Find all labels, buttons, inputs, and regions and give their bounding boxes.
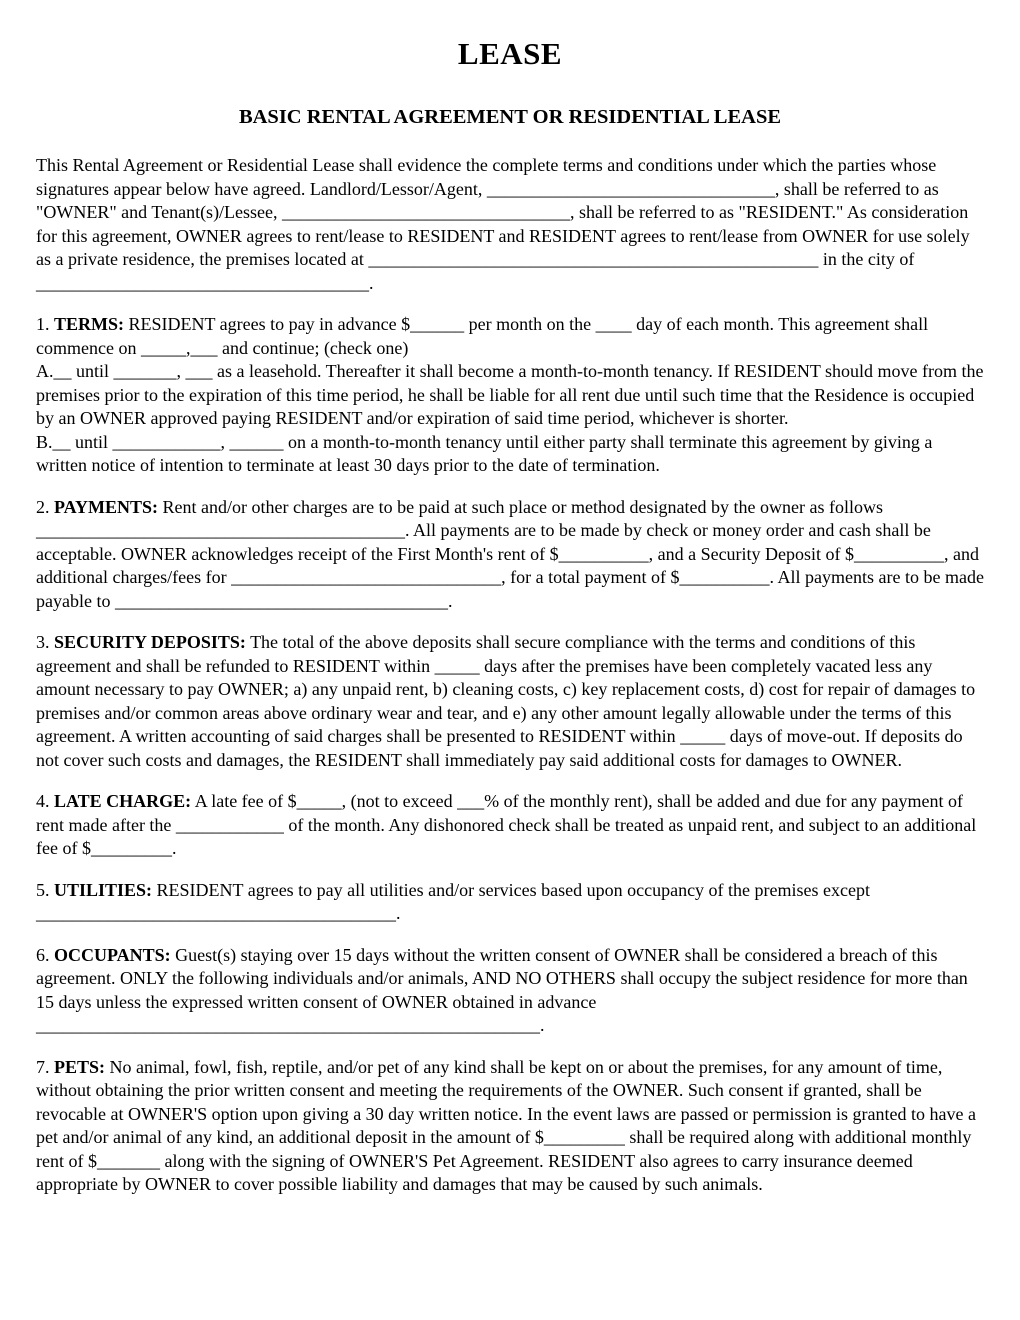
blank-field: __ xyxy=(52,431,71,452)
blank-field: _____________________________________ xyxy=(36,272,369,293)
body-text: This Rental Agreement or Residential Lease shall evidence the complete terms and conditions under which the parties whose signatures appear below have agreed. Landlord/Lessor/Agent, xyxy=(36,155,937,199)
body-text: and continue; (check one) xyxy=(217,337,409,358)
body-text: . xyxy=(171,838,177,858)
body-text: 4. xyxy=(36,791,54,811)
section-4-late-charge xyxy=(36,790,984,861)
body-text: in the city of xyxy=(818,249,915,269)
blank-field: _______ xyxy=(113,361,177,381)
body-text: , xyxy=(176,361,186,381)
body-text: 5. xyxy=(36,879,54,900)
body-text: Rent and/or other charges are to be paid at such place or method designated by the owner as follows xyxy=(158,496,883,517)
blank-field: _____ xyxy=(680,726,726,746)
blank-field: __________ xyxy=(679,567,770,587)
body-text: 6. xyxy=(36,944,54,965)
body-text: on a month-to-month tenancy until either party shall terminate this agreement by giving a written notice of intention to terminate at least 30 days prior to the date of termination. xyxy=(36,431,933,475)
section-heading: PAYMENTS: xyxy=(54,496,159,517)
body-text: of the month. Any dishonored check shall be treated as unpaid rent, and subject to an additional fee of $ xyxy=(36,814,977,858)
section-1-terms xyxy=(36,313,984,478)
blank-field: ________________________________ xyxy=(282,202,571,222)
body-text: RESIDENT agrees to pay all utilities and/or services based upon occupancy of the premises except xyxy=(152,879,870,900)
blank-field: _______ xyxy=(96,1150,160,1171)
body-text: days of move-out. If deposits do not cover such costs and damages, the RESIDENT shall immediately pay said additional costs for damages to OWNER. xyxy=(36,726,963,770)
body-text: until xyxy=(71,361,114,381)
body-text: shall be required along with additional monthly rent of $ xyxy=(36,1127,972,1171)
body-text: , shall be referred to as "OWNER" and Tenant(s)/Lessee, xyxy=(36,178,939,222)
body-text: 3. xyxy=(36,632,54,652)
body-text: B. xyxy=(36,431,53,452)
blank-field: ___ xyxy=(190,337,218,358)
section-2-payments xyxy=(36,496,984,614)
blank-field: ____________ xyxy=(112,431,221,452)
body-text: , xyxy=(185,337,191,358)
blank-field: _________ xyxy=(543,1127,625,1147)
section-heading: OCCUPANTS: xyxy=(54,944,171,965)
body-text: . xyxy=(540,1015,545,1035)
section-7-pets xyxy=(36,1056,984,1197)
body-text: , and additional charges/fees for xyxy=(36,543,980,587)
blank-field: __ xyxy=(53,361,72,381)
body-text: . xyxy=(396,903,401,923)
section-heading: SECURITY DEPOSITS: xyxy=(54,632,246,652)
section-6-occupants xyxy=(36,944,984,1038)
body-text: , xyxy=(220,431,230,452)
section-5-utilities xyxy=(36,879,984,926)
body-text: days after the premises have been completely vacated less any amount necessary to pay OWNER; a) any unpaid rent, b) cleaning costs, c) key replacement costs, d) cost for repair of damages to premises and/or common areas above ordinary wear and tear, and e) any other amount legally allowable under the terms of this agreement. A written accounting of said charges shall be presented to RESIDENT within xyxy=(36,655,976,746)
body-text: 2. xyxy=(36,496,54,517)
body-text: until xyxy=(70,431,113,452)
blank-field: ______________________________ xyxy=(231,567,502,587)
body-text: A. xyxy=(36,361,54,381)
blank-field: ______ xyxy=(410,314,465,334)
body-text: Guest(s) staying over 15 days without the written consent of OWNER shall be considered a breach of this agreement. ONLY the following individuals and/or animals, AND NO OTHERS shall occupy the subject residence for more than 15 days unless the expressed written consent of OWNER obtained in advance xyxy=(36,944,968,1012)
body-text: RESIDENT agrees to pay in advance $ xyxy=(124,314,411,334)
body-text: . All payments are to be made payable to xyxy=(36,567,984,611)
blank-field: __________ xyxy=(558,543,649,564)
body-text: 1. xyxy=(36,314,54,334)
body-text: . xyxy=(447,590,453,611)
document-subtitle: BASIC RENTAL AGREEMENT OR RESIDENTIAL LEASE xyxy=(238,106,782,128)
blank-field: _____ xyxy=(296,791,342,811)
document-body xyxy=(36,154,984,1197)
body-text: A late fee of $ xyxy=(191,791,297,811)
body-text: , shall be referred to as "RESIDENT." As consideration for this agreement, OWNER agrees to rent/lease to RESIDENT and RESIDENT agrees to rent/lease from OWNER for use solely as a private residence, the premises located at xyxy=(36,202,970,269)
blank-field: _________ xyxy=(90,838,172,858)
body-text: The total of the above deposits shall secure compliance with the terms and conditions of this agreement and shall be refunded to RESIDENT within xyxy=(36,632,916,676)
section-heading: LATE CHARGE: xyxy=(54,791,192,811)
body-text: , (not to exceed xyxy=(341,791,458,811)
body-text: along with the signing of OWNER'S Pet Agreement. RESIDENT also agrees to carry insurance deemed appropriate by OWNER to cover possible liability and damages that may be caused by such animals. xyxy=(36,1150,913,1194)
blank-field: _____________________________________ xyxy=(114,590,448,611)
body-text: , for a total payment of $ xyxy=(501,567,680,587)
body-text: . All payments are to be made by check or money order and cash shall be acceptable. OWNER acknowledges receipt of the First Month's rent of $ xyxy=(36,520,931,564)
section-3-security-deposits xyxy=(36,631,984,772)
body-text: % of the monthly rent), shall be added and due for any payment of rent made after the xyxy=(36,791,963,835)
blank-field: _____ xyxy=(140,337,186,358)
blank-field: ________________________________________ xyxy=(36,903,396,923)
blank-field: ________________________________ xyxy=(486,178,775,199)
blank-field: ____________ xyxy=(175,814,284,835)
body-text: 7. xyxy=(36,1056,54,1077)
blank-field: ___ xyxy=(457,791,485,811)
blank-field: _________________________________________ xyxy=(36,520,405,540)
section-heading: PETS: xyxy=(54,1056,106,1077)
body-text: per month on the xyxy=(464,314,596,334)
section-heading: TERMS: xyxy=(54,314,125,334)
blank-field: ________________________________________________________ xyxy=(36,1015,540,1035)
blank-field: ____ xyxy=(595,314,632,334)
blank-field: ______ xyxy=(229,431,284,452)
document-title: LEASE xyxy=(457,36,563,71)
body-text: as a leasehold. Thereafter it shall become a month-to-month tenancy. If RESIDENT should move from the premises prior to the expiration of this time period, he shall be liable for all rent due until such time that the Residence is occupied by an OWNER approved paying RESIDENT and/or expiration of said time period, whichever is shorter. xyxy=(36,361,984,428)
body-text: , and a Security Deposit of $ xyxy=(648,543,855,564)
body-text: . xyxy=(369,272,374,293)
body-text: day of each month. This agreement shall commence on xyxy=(36,314,929,358)
body-text: No animal, fowl, fish, reptile, and/or pet of any kind shall be kept on or about the premises, for any amount of time, without obtaining the prior written consent and meeting the requirements of the OWNER. Such consent if granted, shall be revocable at OWNER'S option upon giving a 30 day written notice. In the event laws are passed or permission is granted to have a pet and/or animal of any kind, an additional deposit in the amount of $ xyxy=(36,1056,976,1147)
section-heading: UTILITIES: xyxy=(54,879,153,900)
blank-field: ___ xyxy=(185,361,213,381)
blank-field: __________ xyxy=(854,543,945,564)
intro-paragraph xyxy=(36,154,984,295)
blank-field: _____ xyxy=(434,655,480,676)
blank-field: __________________________________________________ xyxy=(368,249,819,269)
